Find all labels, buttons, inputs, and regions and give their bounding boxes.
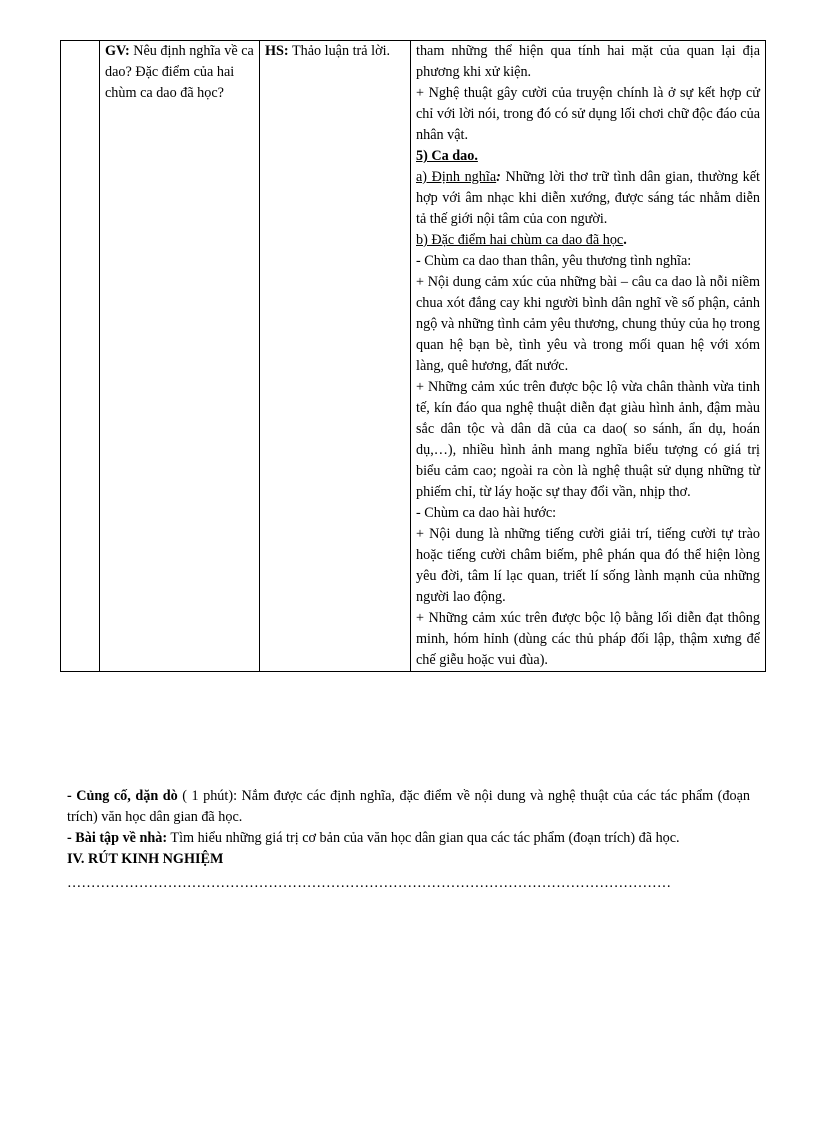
definition-colon: :	[496, 169, 501, 185]
student-activity-cell	[260, 41, 411, 672]
consolidate-paragraph	[67, 786, 750, 828]
section-heading-ca-dao: 5) Ca dao.	[416, 148, 478, 164]
dotted-line: ………………………………………………………………………………………………………………	[67, 875, 672, 891]
group1-art: + Những cảm xúc trên được bộc lộ vừa chân thành vừa tinh tế, kín đáo qua nghệ thuật diễn đạt giàu hình ảnh, đậm màu sắc dân tộc và dân dã của ca dao( so sánh, ẩn dụ, hoán dụ,…), nhiều hình ảnh mang nghĩa biểu tượng có giá trị biểu cảm cao; ngoài ra còn là nghệ thuật sử dụng những từ phiếm chỉ, từ láy hoặc sự thay đổi vần, nhịp thơ.	[416, 379, 760, 500]
teacher-activity-cell	[100, 41, 260, 672]
homework-paragraph	[67, 828, 750, 849]
group2-content: + Nội dung là những tiếng cười giải trí, tiếng cười tự trào hoặc tiếng cười châm biếm, phê phán qua đó thể hiện lòng yêu đời, tâm lí lạc quan, triết lí sống lành mạnh của những người lao động.	[416, 526, 760, 605]
group2-art: + Những cảm xúc trên được bộc lộ bằng lối diễn đạt thông minh, hóm hỉnh (dùng các thủ pháp đối lập, thậm xưng để chế giễu hoặc vui đùa).	[416, 610, 760, 668]
teacher-question: Nêu định nghĩa về ca dao? Đặc điểm của hai chùm ca dao đã học?	[105, 43, 254, 101]
features-label: b) Đặc điểm hai chùm ca dao đã học	[416, 232, 624, 248]
features-period: .	[623, 232, 627, 248]
teacher-role-label: GV:	[105, 43, 130, 59]
consolidate-label: - Củng cố, dặn dò	[67, 788, 178, 804]
homework-label: - Bài tập về nhà:	[67, 830, 168, 846]
continuation-text: tham những thể hiện qua tính hai mặt của quan lại địa phương khi xử kiện.	[416, 43, 760, 80]
student-role-label: HS:	[265, 43, 289, 59]
continuation-art-note: + Nghệ thuật gây cười của truyện chính là ở sự kết hợp cử chỉ với lời nói, trong đó có sử dụng lối chơi chữ độc đáo của nhân vật.	[416, 85, 760, 143]
group1-content: + Nội dung cảm xúc của những bài – câu ca dao là nỗi niềm chua xót đắng cay khi người bình dân nghĩ về số phận, cảnh ngộ và những tình cảm yêu thương, chung thủy của họ trong quan hệ bạn bè, tình yêu và trong mối quan hệ với xóm làng, quê hương, đất nước.	[416, 274, 760, 374]
homework-text: Tìm hiểu những giá trị cơ bản của văn học dân gian qua các tác phẩm (đoạn trích) đã học.	[167, 830, 680, 846]
group2-title: - Chùm ca dao hài hước:	[416, 505, 557, 521]
table-row	[61, 41, 766, 672]
lesson-footer	[67, 786, 750, 894]
consolidate-text: ( 1 phút): Nắm được các định nghĩa, đặc điểm về nội dung và nghệ thuật của các tác phẩm (đoạn trích) văn học dân gian đã học.	[67, 788, 750, 825]
content-cell	[411, 41, 766, 672]
student-activity: Thảo luận trả lời.	[288, 43, 391, 59]
definition-text: Những lời thơ trữ tình dân gian, thường kết hợp với âm nhạc khi diễn xướng, được sáng tác nhằm diễn tả thế giới nội tâm của con người.	[416, 169, 761, 227]
lesson-table	[60, 40, 766, 672]
empty-cell	[61, 41, 100, 672]
definition-label: a) Định nghĩa	[416, 169, 497, 185]
group1-title: - Chùm ca dao than thân, yêu thương tình nghĩa:	[416, 253, 692, 269]
section4-title: IV. RÚT KINH NGHIỆM	[67, 851, 224, 867]
